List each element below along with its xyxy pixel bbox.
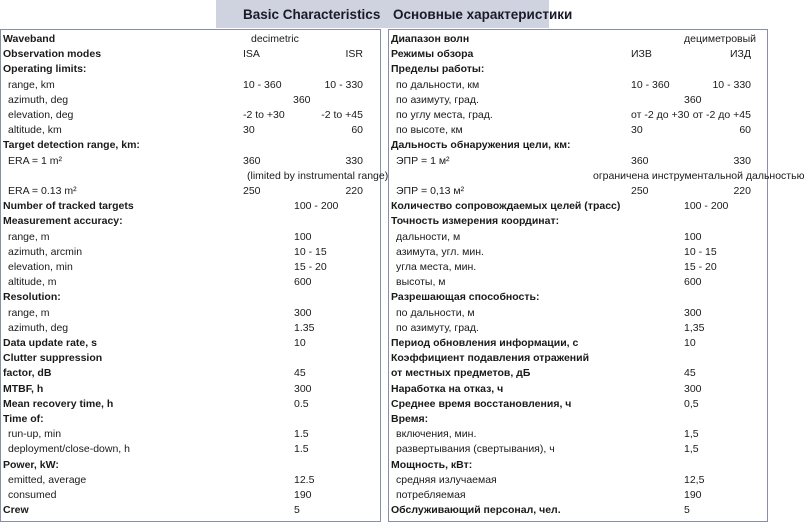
spec-row bbox=[389, 199, 767, 214]
spec-row bbox=[1, 458, 380, 473]
spec-row bbox=[1, 260, 380, 275]
spec-value-mode2: ИЗД bbox=[730, 48, 751, 61]
spec-value-mode1: 250 bbox=[631, 185, 649, 197]
spec-value: 15 - 20 bbox=[684, 261, 717, 273]
spec-label: range, m bbox=[8, 230, 50, 243]
spec-label: Время: bbox=[391, 413, 429, 425]
spec-row bbox=[389, 275, 767, 290]
spec-value: 1,5 bbox=[684, 428, 699, 441]
spec-label: Resolution: bbox=[3, 291, 61, 304]
spec-value-mode2: 60 bbox=[739, 124, 751, 137]
spec-value: 1.5 bbox=[294, 428, 309, 441]
spec-row bbox=[1, 154, 380, 169]
spec-label: Мощность, кВт: bbox=[391, 458, 473, 471]
spec-label: по дальности, км bbox=[396, 78, 480, 91]
spec-value: 190 bbox=[684, 489, 702, 501]
spec-label: развертывания (свертывания), ч bbox=[396, 443, 555, 456]
spec-label: ЭПР = 1 м² bbox=[396, 154, 450, 167]
russian-specs-panel bbox=[388, 29, 804, 522]
spec-row bbox=[1, 93, 380, 108]
spec-label: Data update rate, s bbox=[3, 337, 97, 349]
spec-row bbox=[389, 245, 767, 260]
spec-label: Clutter suppression bbox=[3, 352, 103, 365]
spec-row bbox=[389, 169, 804, 184]
spec-value: 45 bbox=[294, 367, 306, 380]
spec-label: Диапазон волн bbox=[391, 33, 470, 45]
spec-value: 100 - 200 bbox=[294, 200, 339, 213]
spec-row bbox=[389, 138, 767, 153]
spec-value-mode2: от -2 до +45 bbox=[692, 109, 751, 121]
spec-label: от местных предметов, дБ bbox=[391, 367, 531, 380]
spec-row bbox=[389, 306, 767, 321]
spec-value-mode1: 360 bbox=[243, 154, 261, 167]
spec-value: 1,35 bbox=[684, 321, 705, 334]
spec-row bbox=[1, 108, 380, 123]
spec-label: по высоте, км bbox=[396, 124, 463, 137]
spec-label: range, km bbox=[8, 78, 55, 91]
spec-value: 300 bbox=[294, 306, 312, 319]
spec-row bbox=[389, 62, 767, 77]
spec-row bbox=[1, 47, 380, 62]
spec-value: 0.5 bbox=[294, 397, 309, 410]
spec-row bbox=[389, 442, 767, 457]
spec-value-mode1: 10 - 360 bbox=[243, 78, 282, 91]
spec-row bbox=[389, 123, 767, 138]
spec-label: MTBF, h bbox=[3, 382, 44, 395]
title-russian: Основные характеристики bbox=[393, 7, 573, 22]
spec-value-mode2: 220 bbox=[345, 185, 363, 197]
spec-value: 12,5 bbox=[684, 473, 705, 486]
spec-label: по азимуту, град. bbox=[396, 321, 479, 334]
spec-row bbox=[389, 351, 767, 366]
spec-value-mode2: 60 bbox=[351, 124, 363, 137]
spec-value: 1.35 bbox=[294, 321, 315, 334]
spec-row bbox=[389, 473, 767, 488]
spec-row bbox=[389, 32, 767, 47]
spec-label: по углу места, град. bbox=[396, 109, 493, 121]
spec-label: ERA = 0.13 m² bbox=[8, 185, 77, 197]
spec-value: 100 - 200 bbox=[684, 200, 729, 213]
spec-value: ограничена инструментальной дальностью bbox=[593, 169, 804, 182]
spec-value-mode2: 10 - 330 bbox=[712, 78, 751, 91]
spec-label: Пределы работы: bbox=[391, 63, 485, 76]
spec-row bbox=[389, 78, 767, 93]
spec-row bbox=[389, 214, 767, 229]
spec-label: azimuth, deg bbox=[8, 321, 69, 334]
spec-value-mode1: от -2 до +30 bbox=[631, 109, 690, 121]
spec-value-mode1: ISA bbox=[243, 48, 260, 61]
spec-value-mode1: -2 to +30 bbox=[243, 109, 285, 121]
spec-value-mode1: 30 bbox=[631, 124, 643, 137]
spec-row bbox=[1, 78, 380, 93]
spec-row bbox=[1, 169, 389, 184]
spec-label: Number of tracked targets bbox=[3, 200, 134, 213]
spec-value: 0,5 bbox=[684, 397, 699, 410]
english-specs-panel bbox=[0, 29, 389, 522]
spec-value: 45 bbox=[684, 367, 696, 380]
spec-label: range, m bbox=[8, 306, 50, 319]
spec-value: 360 bbox=[684, 93, 702, 106]
spec-label: дальности, м bbox=[396, 230, 461, 243]
spec-row bbox=[1, 214, 380, 229]
spec-value: 190 bbox=[294, 489, 312, 501]
spec-label: Наработка на отказ, ч bbox=[391, 382, 504, 395]
spec-value: decimetric bbox=[251, 33, 299, 45]
spec-row bbox=[1, 473, 380, 488]
spec-row bbox=[1, 412, 380, 427]
spec-value: 1.5 bbox=[294, 443, 309, 456]
spec-label: azimuth, arcmin bbox=[8, 245, 83, 258]
spec-row bbox=[389, 47, 767, 62]
spec-row bbox=[1, 138, 380, 153]
spec-row bbox=[1, 366, 380, 381]
spec-label: ERA = 1 m² bbox=[8, 154, 62, 167]
spec-row bbox=[1, 230, 380, 245]
spec-label: consumed bbox=[8, 489, 57, 501]
spec-row bbox=[389, 397, 767, 412]
spec-value-mode1: 360 bbox=[631, 154, 649, 167]
spec-label: Точность измерения координат: bbox=[391, 215, 560, 228]
spec-value: 300 bbox=[684, 382, 702, 395]
spec-row bbox=[1, 427, 380, 442]
spec-value: 10 - 15 bbox=[684, 245, 717, 258]
spec-label: run-up, min bbox=[8, 428, 62, 441]
spec-row bbox=[389, 366, 767, 381]
spec-label: Количество сопровождаемых целей (трасс) bbox=[391, 200, 621, 213]
spec-row bbox=[389, 488, 767, 503]
spec-row bbox=[389, 458, 767, 473]
spec-value: 100 bbox=[684, 230, 702, 243]
spec-row bbox=[389, 230, 767, 245]
spec-label: Operating limits: bbox=[3, 63, 87, 76]
spec-label: ЭПР = 0,13 м² bbox=[396, 185, 465, 197]
spec-row bbox=[1, 397, 380, 412]
spec-value-mode2: 330 bbox=[733, 154, 751, 167]
spec-label: Crew bbox=[3, 504, 29, 517]
spec-row bbox=[389, 427, 767, 442]
spec-label: elevation, deg bbox=[8, 109, 74, 121]
spec-value-mode1: 30 bbox=[243, 124, 255, 137]
spec-label: Power, kW: bbox=[3, 458, 59, 471]
spec-value: 5 bbox=[294, 504, 300, 517]
spec-row bbox=[1, 442, 380, 457]
spec-value: 12.5 bbox=[294, 473, 315, 486]
spec-value-mode2: 220 bbox=[733, 185, 751, 197]
spec-label: elevation, min bbox=[8, 261, 73, 273]
spec-label: Waveband bbox=[3, 33, 56, 45]
spec-value-mode2: ISR bbox=[345, 48, 363, 61]
spec-value-mode1: 250 bbox=[243, 185, 261, 197]
spec-value: 300 bbox=[684, 306, 702, 319]
spec-value: 15 - 20 bbox=[294, 261, 327, 273]
spec-row bbox=[389, 382, 767, 397]
spec-label: Measurement accuracy: bbox=[3, 215, 123, 228]
spec-row bbox=[1, 290, 380, 305]
spec-label: по дальности, м bbox=[396, 306, 475, 319]
spec-label: включения, мин. bbox=[396, 428, 477, 441]
document-header bbox=[216, 0, 573, 28]
spec-label: factor, dB bbox=[3, 367, 52, 380]
spec-label: Observation modes bbox=[3, 48, 102, 61]
spec-label: Time of: bbox=[3, 413, 44, 425]
spec-value: 100 bbox=[294, 230, 312, 243]
spec-row bbox=[1, 62, 380, 77]
spec-label: altitude, km bbox=[8, 124, 62, 137]
title-english: Basic Characteristics bbox=[243, 7, 381, 22]
spec-value-mode2: -2 to +45 bbox=[321, 109, 363, 121]
spec-row bbox=[389, 108, 767, 123]
spec-label: средняя излучаемая bbox=[396, 473, 497, 486]
spec-row bbox=[1, 275, 380, 290]
spec-row bbox=[1, 184, 380, 199]
spec-label: deployment/close-down, h bbox=[8, 443, 130, 456]
spec-label: azimuth, deg bbox=[8, 93, 69, 106]
spec-label: азимута, угл. мин. bbox=[396, 245, 484, 258]
spec-value: 1,5 bbox=[684, 443, 699, 456]
spec-row bbox=[389, 260, 767, 275]
spec-row bbox=[1, 503, 380, 518]
spec-row bbox=[1, 32, 380, 47]
spec-row bbox=[389, 290, 767, 305]
spec-row bbox=[1, 199, 380, 214]
spec-value-mode2: 10 - 330 bbox=[324, 78, 363, 91]
spec-row bbox=[389, 321, 767, 336]
spec-label: Среднее время восстановления, ч bbox=[391, 397, 572, 410]
spec-value: 10 bbox=[294, 337, 306, 349]
spec-value: 10 - 15 bbox=[294, 245, 327, 258]
spec-row bbox=[389, 93, 767, 108]
spec-value-mode1: 10 - 360 bbox=[631, 78, 670, 91]
spec-label: Режимы обзора bbox=[391, 48, 474, 61]
spec-value: 600 bbox=[294, 276, 312, 289]
spec-label: Период обновления информации, с bbox=[391, 337, 579, 349]
spec-row bbox=[389, 184, 767, 199]
spec-value: 5 bbox=[684, 504, 690, 517]
spec-label: Дальность обнаружения цели, км: bbox=[391, 139, 571, 152]
spec-row bbox=[1, 382, 380, 397]
spec-row bbox=[1, 306, 380, 321]
spec-label: Обслуживающий персонал, чел. bbox=[391, 504, 561, 517]
spec-row bbox=[1, 321, 380, 336]
spec-label: Mean recovery time, h bbox=[3, 397, 114, 410]
spec-value: (limited by instrumental range) bbox=[247, 169, 389, 182]
spec-value: 360 bbox=[293, 93, 311, 106]
spec-value: 600 bbox=[684, 276, 702, 289]
spec-row bbox=[1, 351, 380, 366]
spec-value-mode2: 330 bbox=[345, 154, 363, 167]
spec-row bbox=[1, 245, 380, 260]
spec-row bbox=[1, 123, 380, 138]
spec-label: потребляемая bbox=[396, 489, 466, 501]
spec-row bbox=[389, 503, 767, 518]
spec-row bbox=[389, 154, 767, 169]
spec-label: Разрешающая способность: bbox=[391, 291, 540, 304]
spec-value: 10 bbox=[684, 337, 696, 349]
spec-label: угла места, мин. bbox=[396, 261, 477, 273]
spec-label: emitted, average bbox=[8, 473, 87, 486]
spec-label: Target detection range, km: bbox=[3, 139, 140, 152]
spec-label: Коэффициент подавления отражений bbox=[391, 352, 590, 365]
spec-value: 300 bbox=[294, 382, 312, 395]
spec-row bbox=[1, 336, 380, 351]
spec-value-mode1: ИЗВ bbox=[631, 48, 652, 61]
spec-label: высоты, м bbox=[396, 276, 446, 289]
spec-row bbox=[1, 488, 380, 503]
spec-value: дециметровый bbox=[684, 33, 757, 45]
spec-row bbox=[389, 412, 767, 427]
spec-label: altitude, m bbox=[8, 276, 57, 289]
spec-label: по азимуту, град. bbox=[396, 93, 479, 106]
spec-row bbox=[389, 336, 767, 351]
